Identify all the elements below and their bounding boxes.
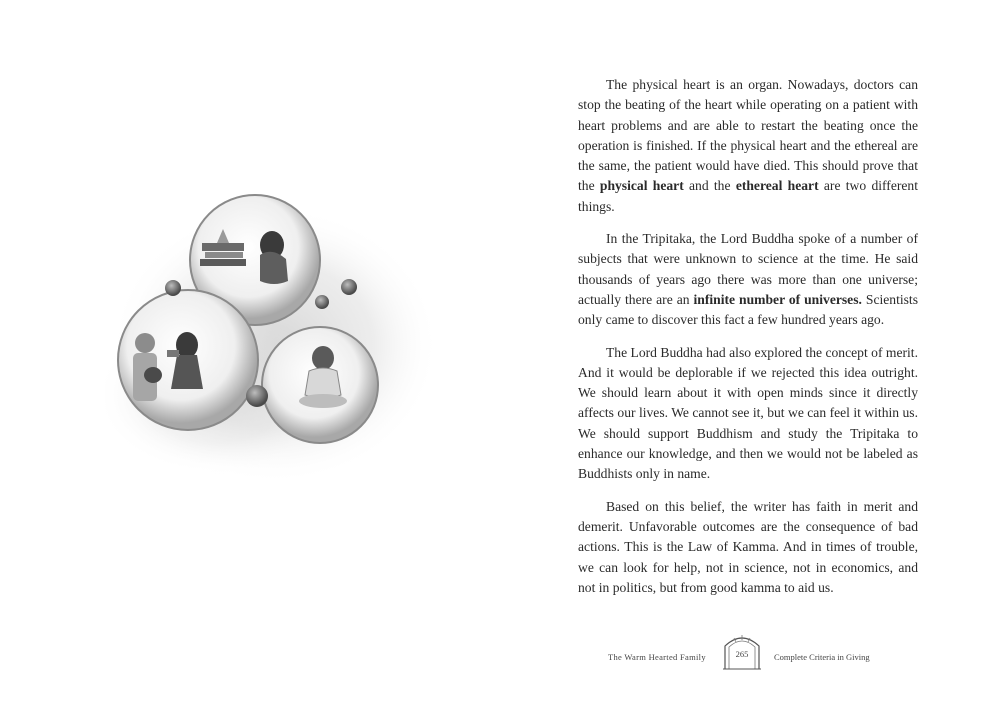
chapter-title: Complete Criteria in Giving <box>774 652 870 662</box>
body-text <box>578 75 918 610</box>
paragraph-2: In the Tripitaka, the Lord Buddha spoke of a number of subjects that were unknown to science at the time. He said thousands of years ago there was more than one universe; actually there are an infinite number of universes. Scientists only came to discover this fact a few hundred years ago. <box>578 231 918 328</box>
bead <box>165 280 181 296</box>
right-bubble <box>262 327 378 443</box>
bead <box>341 279 357 295</box>
bead <box>246 385 268 407</box>
book-title: The Warm Hearted Family <box>608 652 706 662</box>
paragraph-4: Based on this belief, the writer has faith in merit and demerit. Unfavorable outcomes are the consequence of bad actions. This is the Law of Kamma. And in times of trouble, we can look for help, not in science, not in economics, and not in politics, but from good kamma to aid us. <box>578 498 918 595</box>
page-number: 265 <box>731 649 753 659</box>
paragraph-1: The physical heart is an organ. Nowadays, doctors can stop the beating of the heart while operating on a patient with heart problems and are able to restart the beating once the operation is finished. If the physical heart and the ethereal are the same, the patient would have died. This should prove that the physical heart and the ethereal heart are two different things. <box>578 77 918 214</box>
bead <box>315 295 329 309</box>
watercolor-illustration <box>105 175 445 495</box>
page-footer <box>600 632 930 672</box>
paragraph-3: The Lord Buddha had also explored the concept of merit. And it would be deplorable if we rejected this idea outright. We should learn about it with open minds since it directly affects our lives. We cannot see it, but we can feel it within us. We should support Buddhism and study the Tripitaka to enhance our knowledge, and then we would not be labeled as Buddhists only in name. <box>578 344 918 482</box>
left-bubble <box>118 290 258 430</box>
bubbles-illustration <box>105 175 445 495</box>
